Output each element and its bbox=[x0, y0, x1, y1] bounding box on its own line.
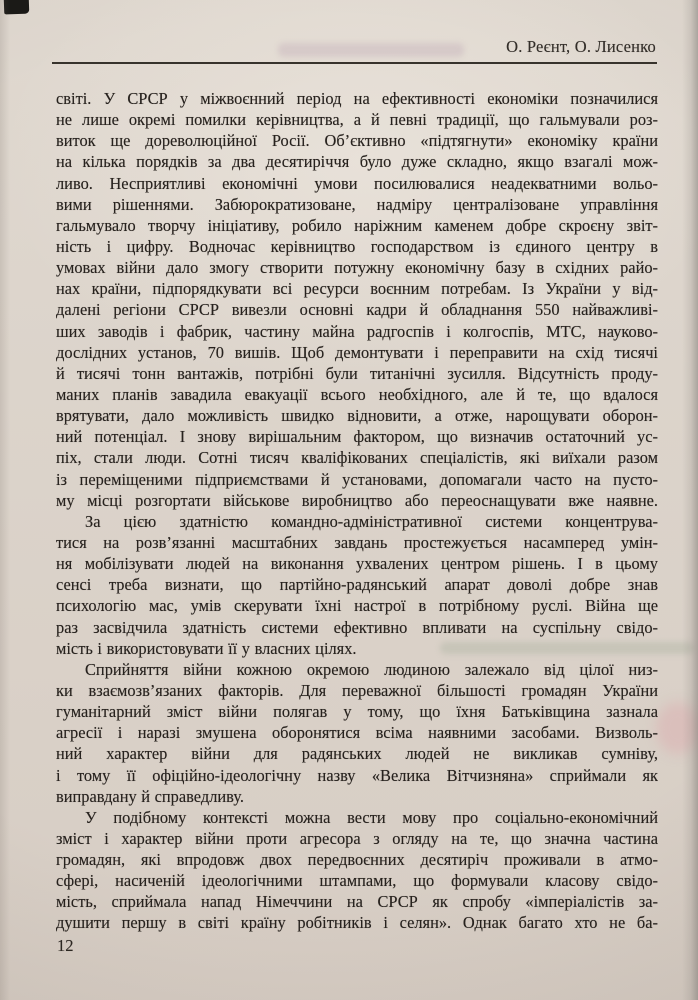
text-line: ливо. Несприятливі економічні умови посилювалися неадекватними вольо- bbox=[56, 173, 658, 193]
text-line: далені регіони СРСР вивезли основні кадри й обладнання 550 найважливі- bbox=[56, 300, 658, 320]
text-line: душити першу в світі країну робітників і селян». Однак багато хто не ба- bbox=[56, 913, 658, 933]
right-edge-shading bbox=[682, 0, 698, 1000]
text-line: ний потенціал. І знову вирішальним фактором, що визначив остаточний ус- bbox=[56, 427, 658, 447]
text-line: раз засвідчила здатність системи ефективно впливати на суспільну свідо- bbox=[56, 617, 658, 637]
text-line: Сприйняття війни кожною окремою людиною залежало від цілої низ- bbox=[85, 659, 658, 679]
text-line: тися на розв’язанні масштабних завдань простежується насамперед умін- bbox=[56, 532, 658, 552]
header-rule bbox=[52, 62, 657, 64]
text-line: мість і використовувати її у власних цілях. bbox=[56, 638, 357, 658]
left-edge-shading bbox=[0, 0, 10, 1000]
text-line: ність і цифру. Водночас керівництво господарством із єдиного центру в bbox=[56, 236, 658, 256]
text-line: ки взаємозв’язаних факторів. Для переважної більшості громадян України bbox=[56, 680, 658, 700]
text-line: агресії і наразі змушена оборонятися всіма наявними засобами. Визволь- bbox=[56, 723, 658, 743]
text-line: сенсі треба визнати, що партійно-радянський апарат доволі добре знав bbox=[56, 575, 658, 595]
text-line: маних планів завадила евакуації всього необхідного, але й те, що вдалося bbox=[56, 384, 658, 404]
text-line: із переміщеними підприємствами й установами, допомагали часто на пусто- bbox=[56, 469, 658, 489]
text-line: му місці розгортати військове виробництво або переоснащувати вже наявне. bbox=[56, 490, 658, 510]
text-line: За цією здатністю командно-адміністративної системи концентрува- bbox=[85, 511, 658, 531]
text-line: мість, сприймала напад Німеччини на СРСР як спробу «імперіалістів за- bbox=[56, 892, 658, 912]
text-line: піх, стали люди. Сотні тисяч кваліфікованих спеціалістів, які виїхали разом bbox=[56, 448, 658, 468]
showthrough-smudge-header bbox=[278, 43, 464, 57]
text-line: ня мобілізувати людей на виконання ухвалених центром рішень. І в цьому bbox=[56, 554, 658, 574]
text-line: зміст і характер війни проти агресора з огляду на те, що значна частина bbox=[56, 828, 658, 848]
text-line: громадян, які впродовж двох передвоєнних десятиріч проживали в атмо- bbox=[56, 850, 658, 870]
text-line: У подібному контексті можна вести мову про соціально-економічний bbox=[85, 807, 658, 827]
text-line: вими рішеннями. Забюрократизоване, надміру централізоване управління bbox=[56, 194, 658, 214]
text-line: виправдану й справедливу. bbox=[56, 786, 244, 806]
text-line: ний характер війни для радянських людей не викликав сумніву, bbox=[56, 744, 658, 764]
text-line: дослідних установ, 70 вишів. Щоб демонтувати і переправити на схід тисячі bbox=[56, 342, 658, 362]
corner-ink-mark bbox=[4, 0, 30, 14]
body-text bbox=[56, 88, 658, 934]
text-line: врятувати, дало можливість швидко відновити, а отже, нарощувати оборон- bbox=[56, 406, 658, 426]
text-line: умовах війни дало змогу створити потужну економічну базу в східних райо- bbox=[56, 258, 658, 278]
text-line: виток ще дореволюційної Росії. Об’єктивно «підтягнути» економіку країни bbox=[56, 131, 658, 151]
text-line: сфері, насиченій ідеологічними штампами, що формували класову свідо- bbox=[56, 871, 658, 891]
page-number: 12 bbox=[57, 936, 74, 955]
running-head-authors: О. Реєнт, О. Лисенко bbox=[506, 37, 656, 56]
text-line: психологію мас, умів скерувати їхні настрої в потрібному руслі. Війна ще bbox=[56, 596, 658, 616]
text-line: гальмувало творчу ініціативу, робило наріжним каменем добре скроєну звіт- bbox=[56, 215, 658, 235]
text-line: гуманітарний зміст війни полягав у тому, що їхня Батьківщина зазнала bbox=[56, 702, 658, 722]
text-line: нах країни, підпорядкувати всі ресурси воєнним потребам. Із України у від- bbox=[56, 279, 658, 299]
showthrough-smudge-right bbox=[656, 702, 698, 754]
text-line: на кілька порядків за два десятиріччя було дуже складно, якщо взагалі мож- bbox=[56, 152, 658, 172]
text-line: ших заводів і фабрик, частину майна радгоспів і колгоспів, МТС, науково- bbox=[56, 321, 658, 341]
text-line: і тому її офіційно-ідеологічну назву «Велика Вітчизняна» сприймали як bbox=[56, 765, 658, 785]
text-line: світі. У СРСР у міжвоєнний період на ефективності економіки позначилися bbox=[56, 89, 658, 108]
text-line: не лише окремі помилки керівництва, а й певні традиції, що гальмували роз- bbox=[56, 110, 658, 130]
text-line: й тисячі тонн вантажів, потрібні були титанічні зусилля. Відсутність проду- bbox=[56, 363, 658, 383]
